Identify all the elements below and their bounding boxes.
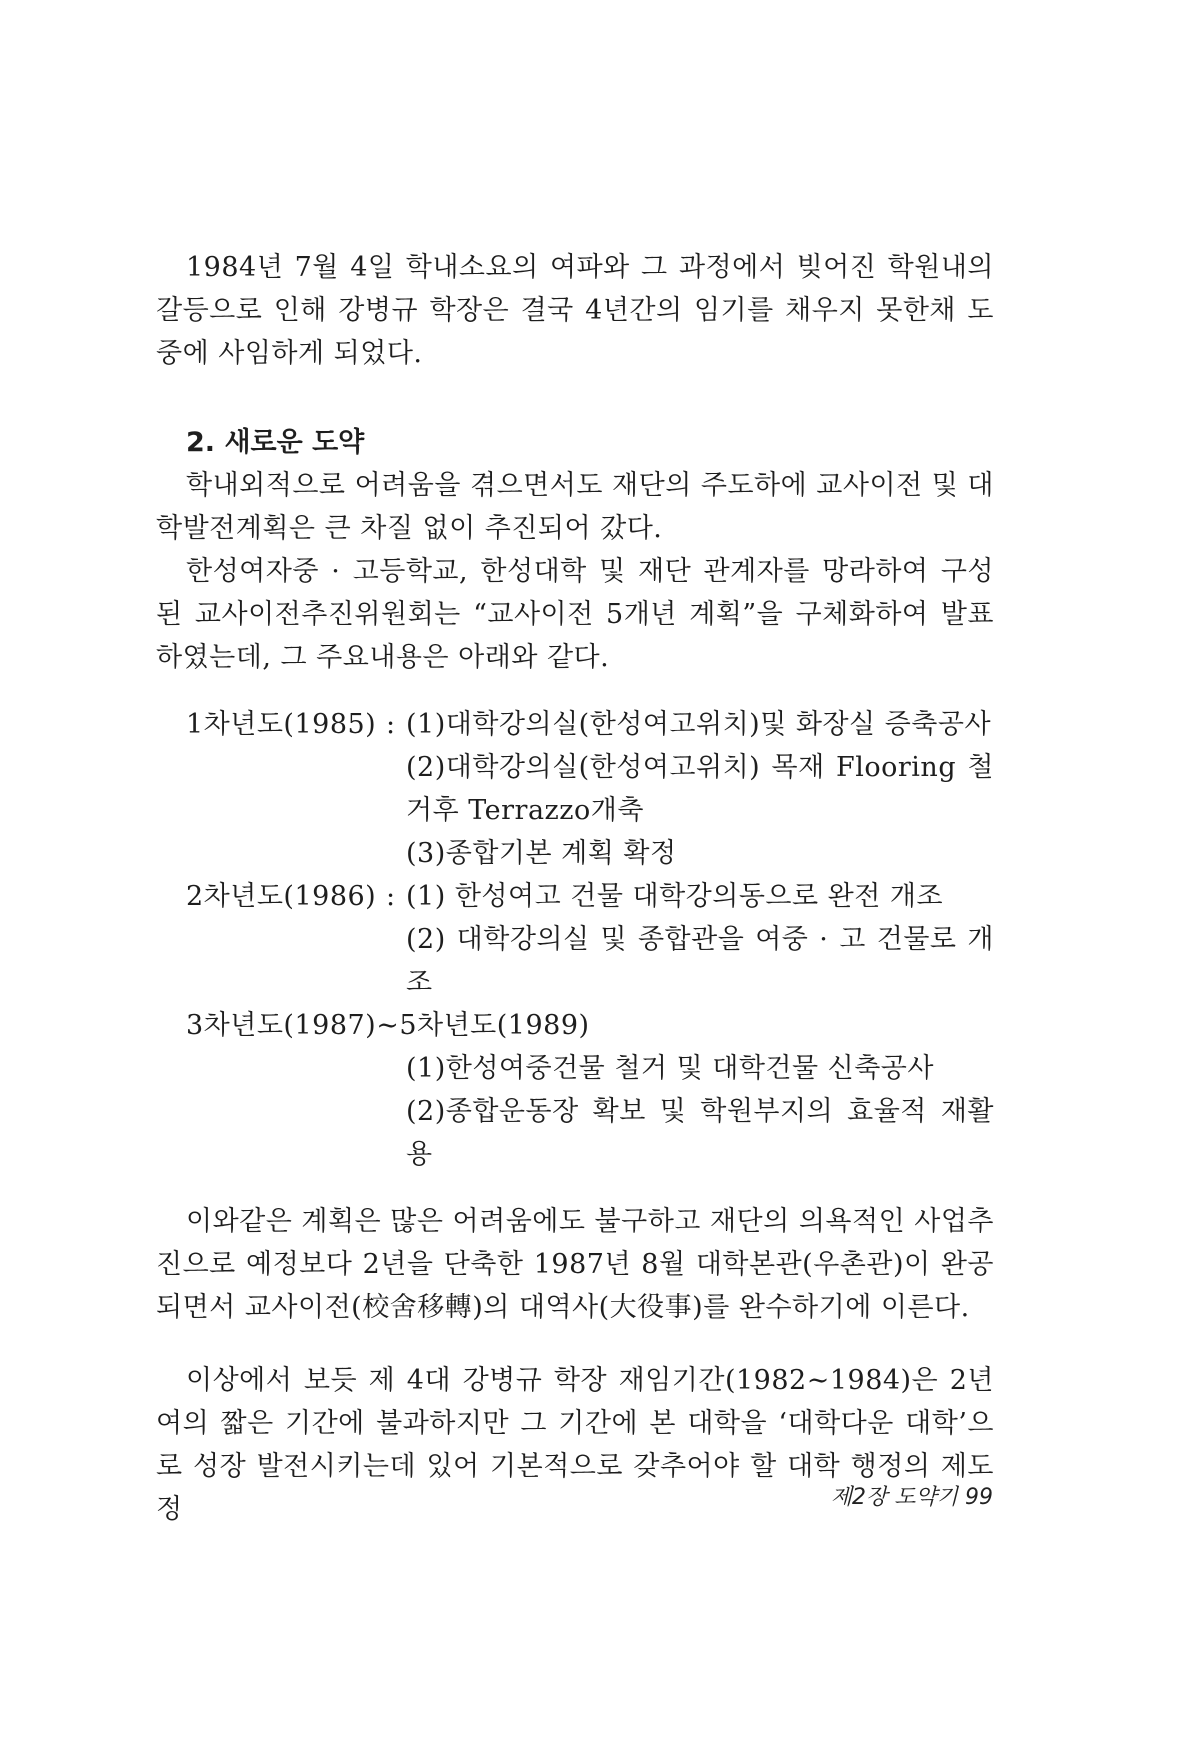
plan-year-2	[156, 875, 994, 918]
page-body	[156, 246, 994, 1531]
paragraph-summary: 이상에서 보듯 제 4대 강병규 학장 재임기간(1982∼1984)은 2년여의 짧은 기간에 불과하지만 그 기간에 본 대학을 ‘대학다운 대학’으로 성장 발전시키는데 있어 기본적으로 갖추어야 할 대학 행정의 제도 정	[156, 1365, 994, 1525]
plan-item: (1)한성여중건물 철거 및 대학건물 신축공사	[406, 1053, 934, 1084]
plan-year-1	[156, 703, 994, 746]
plan-colon: :	[386, 709, 396, 740]
plan-year-label: 2차년도(1986)	[186, 881, 377, 912]
paragraph-resignation: 1984년 7월 4일 학내소요의 여파와 그 과정에서 빚어진 학원내의 갈등으로 인해 강병규 학장은 결국 4년간의 임기를 채우지 못한채 도중에 사임하게 되었다.	[156, 252, 994, 369]
paragraph-committee: 한성여자중 · 고등학교, 한성대학 및 재단 관계자를 망라하여 구성된 교사이전추진위원회는 “교사이전 5개년 계획”을 구체화하여 발표하였는데, 그 주요내용은 아래와 같다.	[156, 556, 994, 673]
five-year-plan	[156, 703, 994, 1176]
paragraph-plan-progress: 학내외적으로 어려움을 겪으면서도 재단의 주도하에 교사이전 및 대학발전계획은 큰 차질 없이 추진되어 갔다.	[156, 470, 994, 544]
plan-item: (2) 대학강의실 및 종합관을 여중 · 고 건물로 개조	[406, 924, 994, 998]
plan-year-3-5	[156, 1004, 994, 1047]
section-title: 2. 새로운 도약	[186, 427, 365, 458]
plan-item: (3)종합기본 계획 확정	[406, 838, 677, 869]
plan-year-label: 1차년도(1985)	[186, 709, 377, 740]
paragraph-completion: 이와같은 계획은 많은 어려움에도 불구하고 재단의 의욕적인 사업추진으로 예정보다 2년을 단축한 1987년 8월 대학본관(우촌관)이 완공되면서 교사이전(校舍移轉)의 대역사(大役事)를 완수하기에 이른다.	[156, 1206, 994, 1323]
chapter-title: 제2장 도약기	[830, 1485, 958, 1510]
plan-year-label: 3차년도(1987)∼5차년도(1989)	[186, 1010, 590, 1041]
plan-item: (2)대학강의실(한성여고위치) 목재 Flooring 철거후 Terrazzo개축	[406, 752, 994, 826]
plan-item: (2)종합운동장 확보 및 학원부지의 효율적 재활용	[406, 1096, 994, 1170]
plan-item: (1) 한성여고 건물 대학강의동으로 완전 개조	[406, 881, 944, 912]
page-number: 99	[965, 1485, 993, 1510]
plan-colon: :	[386, 881, 396, 912]
plan-item: (1)대학강의실(한성여고위치)및 화장실 증축공사	[406, 709, 992, 740]
page-footer	[831, 1480, 993, 1511]
